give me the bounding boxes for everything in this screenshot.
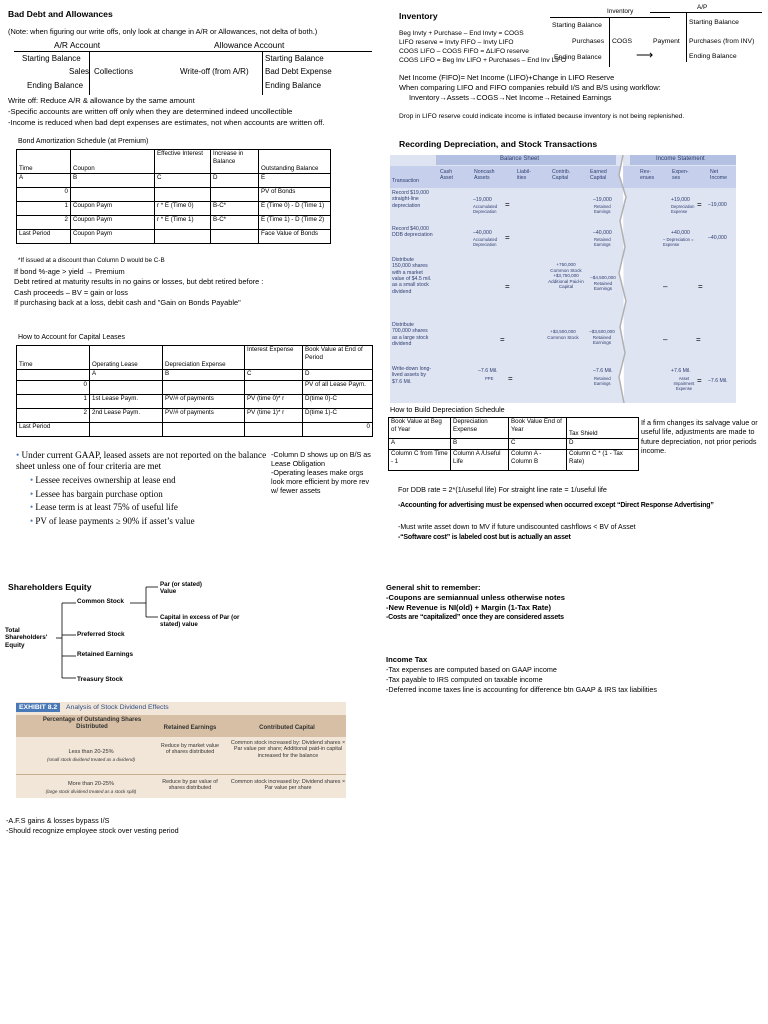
allow-right-1: Bad Debt Expense [265,67,332,76]
bond-cell: B [71,174,155,188]
lease-cell: D(time 0)-C [303,395,373,409]
equals-sign: = [505,233,510,242]
dep-sched-h-0: Book Value at Beg of Year [389,418,451,439]
general-title: General shit to remember: [386,583,481,592]
bond-cell: E [259,174,331,188]
dep-sched-h-1: Depreciation Expense [451,418,509,439]
dep-row-4-ni: –7.6 Mil. [708,378,728,384]
lease-cell [90,423,163,437]
exhibit-tag: EXHIBIT 8.2 [16,703,60,712]
bond-cell [155,230,211,244]
bond-cell: Coupon Paym [71,202,155,216]
bond-cell: PV of Bonds [259,188,331,202]
ar-right: Collections [94,67,134,76]
t-inv-left-2: Ending Balance [554,54,602,61]
dep-row-2-ec: –$4,500,000 Retained Earnings [590,275,616,291]
dep-note-1: -Must write asset down to MV if future undiscounted cashflows < BV of Asset [398,524,636,531]
allowance-account-label: Allowance Account [214,40,285,50]
exhibit-h-0: Percentage of Outstanding Shares Distributed [42,717,142,731]
lease-h-4: Book Value at End of Period [303,346,373,370]
bond-cell: A [17,174,71,188]
equals-sign: = [698,282,703,291]
balance-sheet-label: Balance Sheet [500,156,540,162]
bond-cell: D [211,174,259,188]
dep-row-4-ex-sub: Asset Impairment Expense [673,376,695,392]
dep-row-4-nc-sub: PPE [485,376,494,381]
exhibit-r1-c1: Reduce by par value of shares distributed [162,779,218,792]
dep-col-3: Liabil- ities [517,169,531,181]
t-ap-right-0: Starting Balance [689,19,739,26]
dep-row-0-ni: –19,000 [708,202,727,208]
lease-bullet-main: • Under current GAAP, leased assets are not reported on the balance sheet unless one of four criteria are met [16,450,267,471]
equals-sign: = [697,376,702,385]
income-tax-line-2: -Deferred income taxes line is accounting for difference btn GAAP & IRS tax liabilities [386,685,657,694]
dep-sched-cell: D [567,439,639,450]
lease-title: How to Account for Capital Leases [18,334,126,341]
exhibit-r0-c1: Reduce by market value of shares distributed [160,743,220,756]
bad-debt-line-0: Write off: Reduce A/R & allowance by the same amount [8,96,195,105]
lease-cell: 0 [303,423,373,437]
dep-col-2: Noncash Assets [474,169,495,181]
lease-cell: PV/# of payments [163,395,245,409]
exhibit-h-2: Contributed Capital [259,725,315,731]
lease-h-1: Operating Lease [90,346,163,370]
bond-cell: Coupon Paym [71,216,155,230]
bond-note-0: *If issued at a discount than Column D would be C-B [18,257,165,264]
bond-cell: B-C* [211,216,259,230]
branch-par-value: Par (or stated) Value [160,581,202,596]
lease-cell [163,381,245,395]
t-inv-left-0: Starting Balance [552,22,602,29]
lease-cell: C [245,370,303,381]
lease-cell: PV/# of payments [163,409,245,423]
exhibit-divider [16,774,346,775]
inventory-title: Inventory [399,11,438,21]
bond-table [16,149,331,244]
lease-cell: 0 [17,381,90,395]
dep-col-0: Transaction [392,178,419,184]
dep-row-0-ex: +19,000 [671,197,690,203]
exhibit-r0-c2: Common stock increased by: Dividend shares × Par value per share; Additional paid-in capital increased for the balance [230,740,346,759]
bad-debt-title: Bad Debt and Allowances [8,9,113,19]
income-tax-line-0: -Tax expenses are computed based on GAAP income [386,665,557,674]
bond-cell [71,188,155,202]
allow-right-0: Starting Balance [265,54,324,63]
branch-preferred-stock: Preferred Stock [77,631,125,638]
dep-row-4-transaction: Write-down long-lived assets by $7.6 Mil. [392,366,432,385]
dep-sched-cell: Column A /Useful Life [451,450,509,471]
dep-row-1-transaction: Record $40,000 DDB depreciation [392,226,433,239]
bond-cell: r * E (Time 0) [155,202,211,216]
dep-note-2: -“Software cost” is labeled cost but is actually an asset [398,534,571,541]
dep-row-3-ec: –$3,500,000 Retained Earnings [589,329,615,345]
bond-cell: B-C* [211,202,259,216]
inventory-drop-note: Drop in LIFO reserve could indicate income is inflated because inventory is not being replenished. [399,113,685,120]
allow-right-2: Ending Balance [265,81,322,90]
lease-criterion: • Lease term is at least 75% of useful life [30,502,178,512]
bond-cell [155,188,211,202]
lease-cell: 2 [17,409,90,423]
ar-account-label: A/R Account [54,40,101,50]
equals-sign: = [500,335,505,344]
bond-note-3: Cash proceeds – BV = gain or loss [14,288,129,297]
t-ap-left: Payment [653,38,680,45]
arrow-right-icon: ⟶ [636,48,654,62]
dep-row-0-transaction: Record $19,000 straight-line depreciation [392,190,429,209]
bond-note-4: If purchasing back at a loss, debit cash and "Gain on Bonds Payable" [14,298,241,307]
dep-sched-cell: Column C from Time - 1 [389,450,451,471]
dep-note-0: -Accounting for advertising must be expensed when occurred except “Direct Response Advertising” [398,502,714,509]
dep-schedule-table [388,417,639,471]
bond-note-1: If bond %-age > yield → Premium [14,267,125,276]
equals-sign: = [508,374,513,383]
lease-cell [17,370,90,381]
allow-left: Write-off (from A/R) [180,67,249,76]
income-statement-label: Income Statement [656,156,705,162]
dep-col-5: Earned Capital [590,169,607,181]
bond-cell: Last Period [17,230,71,244]
lease-cell [245,381,303,395]
dep-col-6: Rev- enues [640,169,655,181]
lease-cell: D [303,370,373,381]
general-line-2: -Costs are “capitalized” once they are considered assets [386,614,564,621]
dep-col-1: Cash Asset [440,169,453,181]
inventory-line-2: Inventory→Assets→COGS→Net Income→Retained Earnings [409,93,612,102]
dep-row-1-ec-sub: Retained Earnings [594,237,611,248]
dep-sched-cell: Column C * (1 - Tax Rate) [567,450,639,471]
exhibit-r1-c0b: (large stock dividend treated as a stock split) [45,789,137,794]
bond-h-4: Outstanding Balance [259,150,331,174]
equals-sign: = [696,335,701,344]
dep-sched-cell: C [509,439,567,450]
dash-mark: – [663,282,668,291]
dep-sched-cell: Column A - Column B [509,450,567,471]
exhibit-r1-c0: More than 20-25% [67,781,115,787]
dep-row-1-ex-sub: – Depreciation = Expense [663,237,694,248]
general-line-0: -Coupons are semiannual unless otherwise notes [386,593,565,602]
depreciation-title: Recording Depreciation, and Stock Transactions [399,139,598,149]
dep-row-3-transaction: Distribute 700,000 shares as a large stock dividend [392,322,429,348]
equals-sign: = [505,282,510,291]
branch-retained-earnings: Retained Earnings [77,651,134,658]
lease-cell [245,423,303,437]
dep-row-1-nc: –40,000 [473,230,492,236]
bad-debt-line-2: -Income is reduced when bad dept expenses are estimates, not when accounts are written off. [8,118,325,127]
inventory-line-1: When comparing LIFO and FIFO companies rebuild I/S and B/S using workflow: [399,83,661,92]
t-inv-left-1: Purchases [572,38,605,45]
t-ap-label: A/P [697,4,708,11]
branch-capital-excess: Capital in excess of Par (or stated) value [160,614,240,629]
lease-cell: D(time 1)-C [303,409,373,423]
lease-cell: A [90,370,163,381]
lease-h-2: Depreciation Expense [163,346,245,370]
lease-cell: Last Period [17,423,90,437]
lease-cell: 1st Lease Paym. [90,395,163,409]
dep-row-4-ec-sub: Retained Earnings [594,376,611,387]
bond-cell: 2 [17,216,71,230]
exhibit-h-1: Retained Earnings [163,725,217,731]
general-line-1: -New Revenue is NI(old) + Margin (1-Tax Rate) [386,603,552,612]
bond-h-3: Increase in Balance [211,150,259,174]
lease-h-0: Time [17,346,90,370]
lease-h-3: Interest Expense [245,346,303,370]
t-ap-right-1: Purchases (from INV) [689,38,755,45]
dep-row-0-nc-sub: Accumulated Depreciation [473,204,498,215]
inventory-line-0: Net Income (FIFO)= Net Income (LIFO)+Change in LIFO Reserve [399,73,615,82]
dep-row-1-ni: –40,000 [708,235,727,241]
dep-row-2-cc: +750,000 Common Stock +$3,750,000 Additional Paid-in Capital [548,262,584,289]
bond-cell: 1 [17,202,71,216]
bond-cell [211,188,259,202]
lease-cell: PV of all Lease Paym. [303,381,373,395]
lease-criterion: • Lessee has bargain purchase option [30,488,163,499]
ar-left-1: Sales [69,67,90,76]
dash-mark: – [663,335,668,344]
dep-row-2-transaction: Distribute 150,000 shares with a market value of $4.5 mil. as a small stock dividend [392,257,432,295]
lease-cell: 1 [17,395,90,409]
dep-col-8: Net Income [710,169,728,181]
dep-col-4: Contrib. Capital [552,169,571,181]
lease-criterion: • Lessee receives ownership at lease end [30,475,176,485]
bond-cell: E (Time 0) - D (Time 1) [259,202,331,216]
bond-h-0: Time [17,150,71,174]
inventory-formulas: Beg Invty + Purchase – End Invty = COGS LIFO reserve = Invty FIFO – Invty LIFO COGS LIFO – COGS FIFO = ΔLIFO reserve COGS LIFO = Beg Inv LIFO + Purchases – End Inv LIFO [399,30,567,64]
dep-row-1-ex: +40,000 [671,230,690,236]
dep-sched-h-3: Tax Shield [567,418,639,439]
bond-cell: C [155,174,211,188]
dep-row-0-nc: –19,000 [473,197,492,203]
lease-cell [163,423,245,437]
income-tax-title: Income Tax [386,655,428,664]
shareholders-root: Total Shareholders' Equity [5,627,48,649]
ar-left-0: Starting Balance [22,54,81,63]
equals-sign: = [697,200,702,209]
exhibit-r0-c0b: (small stock dividend treated as a dividend) [46,757,136,762]
bond-h-2: Effective Interest [155,150,211,174]
bond-cell: Coupon Paym [71,230,155,244]
lease-cell: B [163,370,245,381]
exhibit-r1-c2: Common stock increased by: Dividend shares × Par value per share [230,779,346,792]
branch-common-stock: Common Stock [77,598,124,605]
exhibit-title-row [16,704,169,712]
lease-cell: 2nd Lease Paym. [90,409,163,423]
dep-schedule-title: How to Build Depreciation Schedule [390,405,505,414]
lease-sub-bullets [30,474,195,528]
dep-sched-cell: B [451,439,509,450]
shareholders-title: Shareholders Equity [8,582,92,592]
branch-treasury-stock: Treasury Stock [77,676,123,683]
dep-sched-cell: A [389,439,451,450]
lease-side-notes: -Column D shows up on B/S as Lease Obligation -Operating leases make orgs look more efficient by more rev w/ fewer assets [271,450,371,495]
dep-row-1-nc-sub: Accumulated Depreciation [473,237,498,248]
bond-cell: E (Time 1) - D (Time 2) [259,216,331,230]
dep-row-3-cc: +$3,500,000 Common Stock [547,329,579,340]
lease-cell: PV (time 0)* r [245,395,303,409]
dep-row-4-nc: –7.6 Mil. [478,368,498,374]
bond-h-1: Coupon [71,150,155,174]
dep-row-4-ec: –7.6 Mil. [593,368,613,374]
lease-criterion: • PV of lease payments ≥ 90% if asset’s value [30,515,195,526]
bond-cell: r * E (Time 1) [155,216,211,230]
bad-debt-note: (Note: when figuring our write offs, only look at change in A/R or Allowances, not delta of both.) [8,27,318,36]
dep-row-0-ec: –19,000 [593,197,612,203]
ddb-note: For DDB rate = 2*(1/useful life) For straight line rate = 1/useful life [398,485,607,494]
income-tax-line-1: -Tax payable to IRS computed on taxable income [386,675,543,684]
bond-title: Bond Amortization Schedule (at Premium) [18,138,149,145]
dep-row-0-ex-sub: Depreciation Expense [671,204,695,215]
bond-cell: 0 [17,188,71,202]
lease-cell [90,381,163,395]
bond-cell: Face Value of Bonds [259,230,331,244]
lease-table [16,345,373,437]
t-inventory-label: Inventory [607,8,634,15]
dep-col-7: Expen- ses [672,169,689,181]
ar-left-2: Ending Balance [27,81,84,90]
dep-row-4-ex: +7.6 Mil. [671,368,691,374]
lease-cell: PV (time 1)* r [245,409,303,423]
t-ap-right-2: Ending Balance [689,53,737,60]
t-inv-right: COGS [612,38,633,45]
exhibit-title: Analysis of Stock Dividend Effects [66,704,169,711]
afs-note-1: -Should recognize employee stock over vesting period [6,826,179,835]
afs-note-0: -A.F.S gains & losses bypass I/S [6,816,110,825]
dep-schedule-side-note: If a firm changes its salvage value or useful life, adjustments are made to future depreciation, not prior periods income. [641,418,758,456]
bond-note-2: Debt retired at maturity results in no gains or losses, but debt retired before : [14,277,264,286]
dep-row-0-ec-sub: Retained Earnings [594,204,611,215]
bad-debt-line-1: -Specific accounts are written off only when they are determined indeed uncollectible [8,107,293,116]
exhibit-r0-c0: Less than 20-25% [68,749,114,755]
equals-sign: = [505,200,510,209]
bullet-dot-icon: • [16,450,20,460]
dep-sched-h-2: Book Value End of Year [509,418,567,439]
bond-cell [211,230,259,244]
dep-row-1-ec: –40,000 [593,230,612,236]
